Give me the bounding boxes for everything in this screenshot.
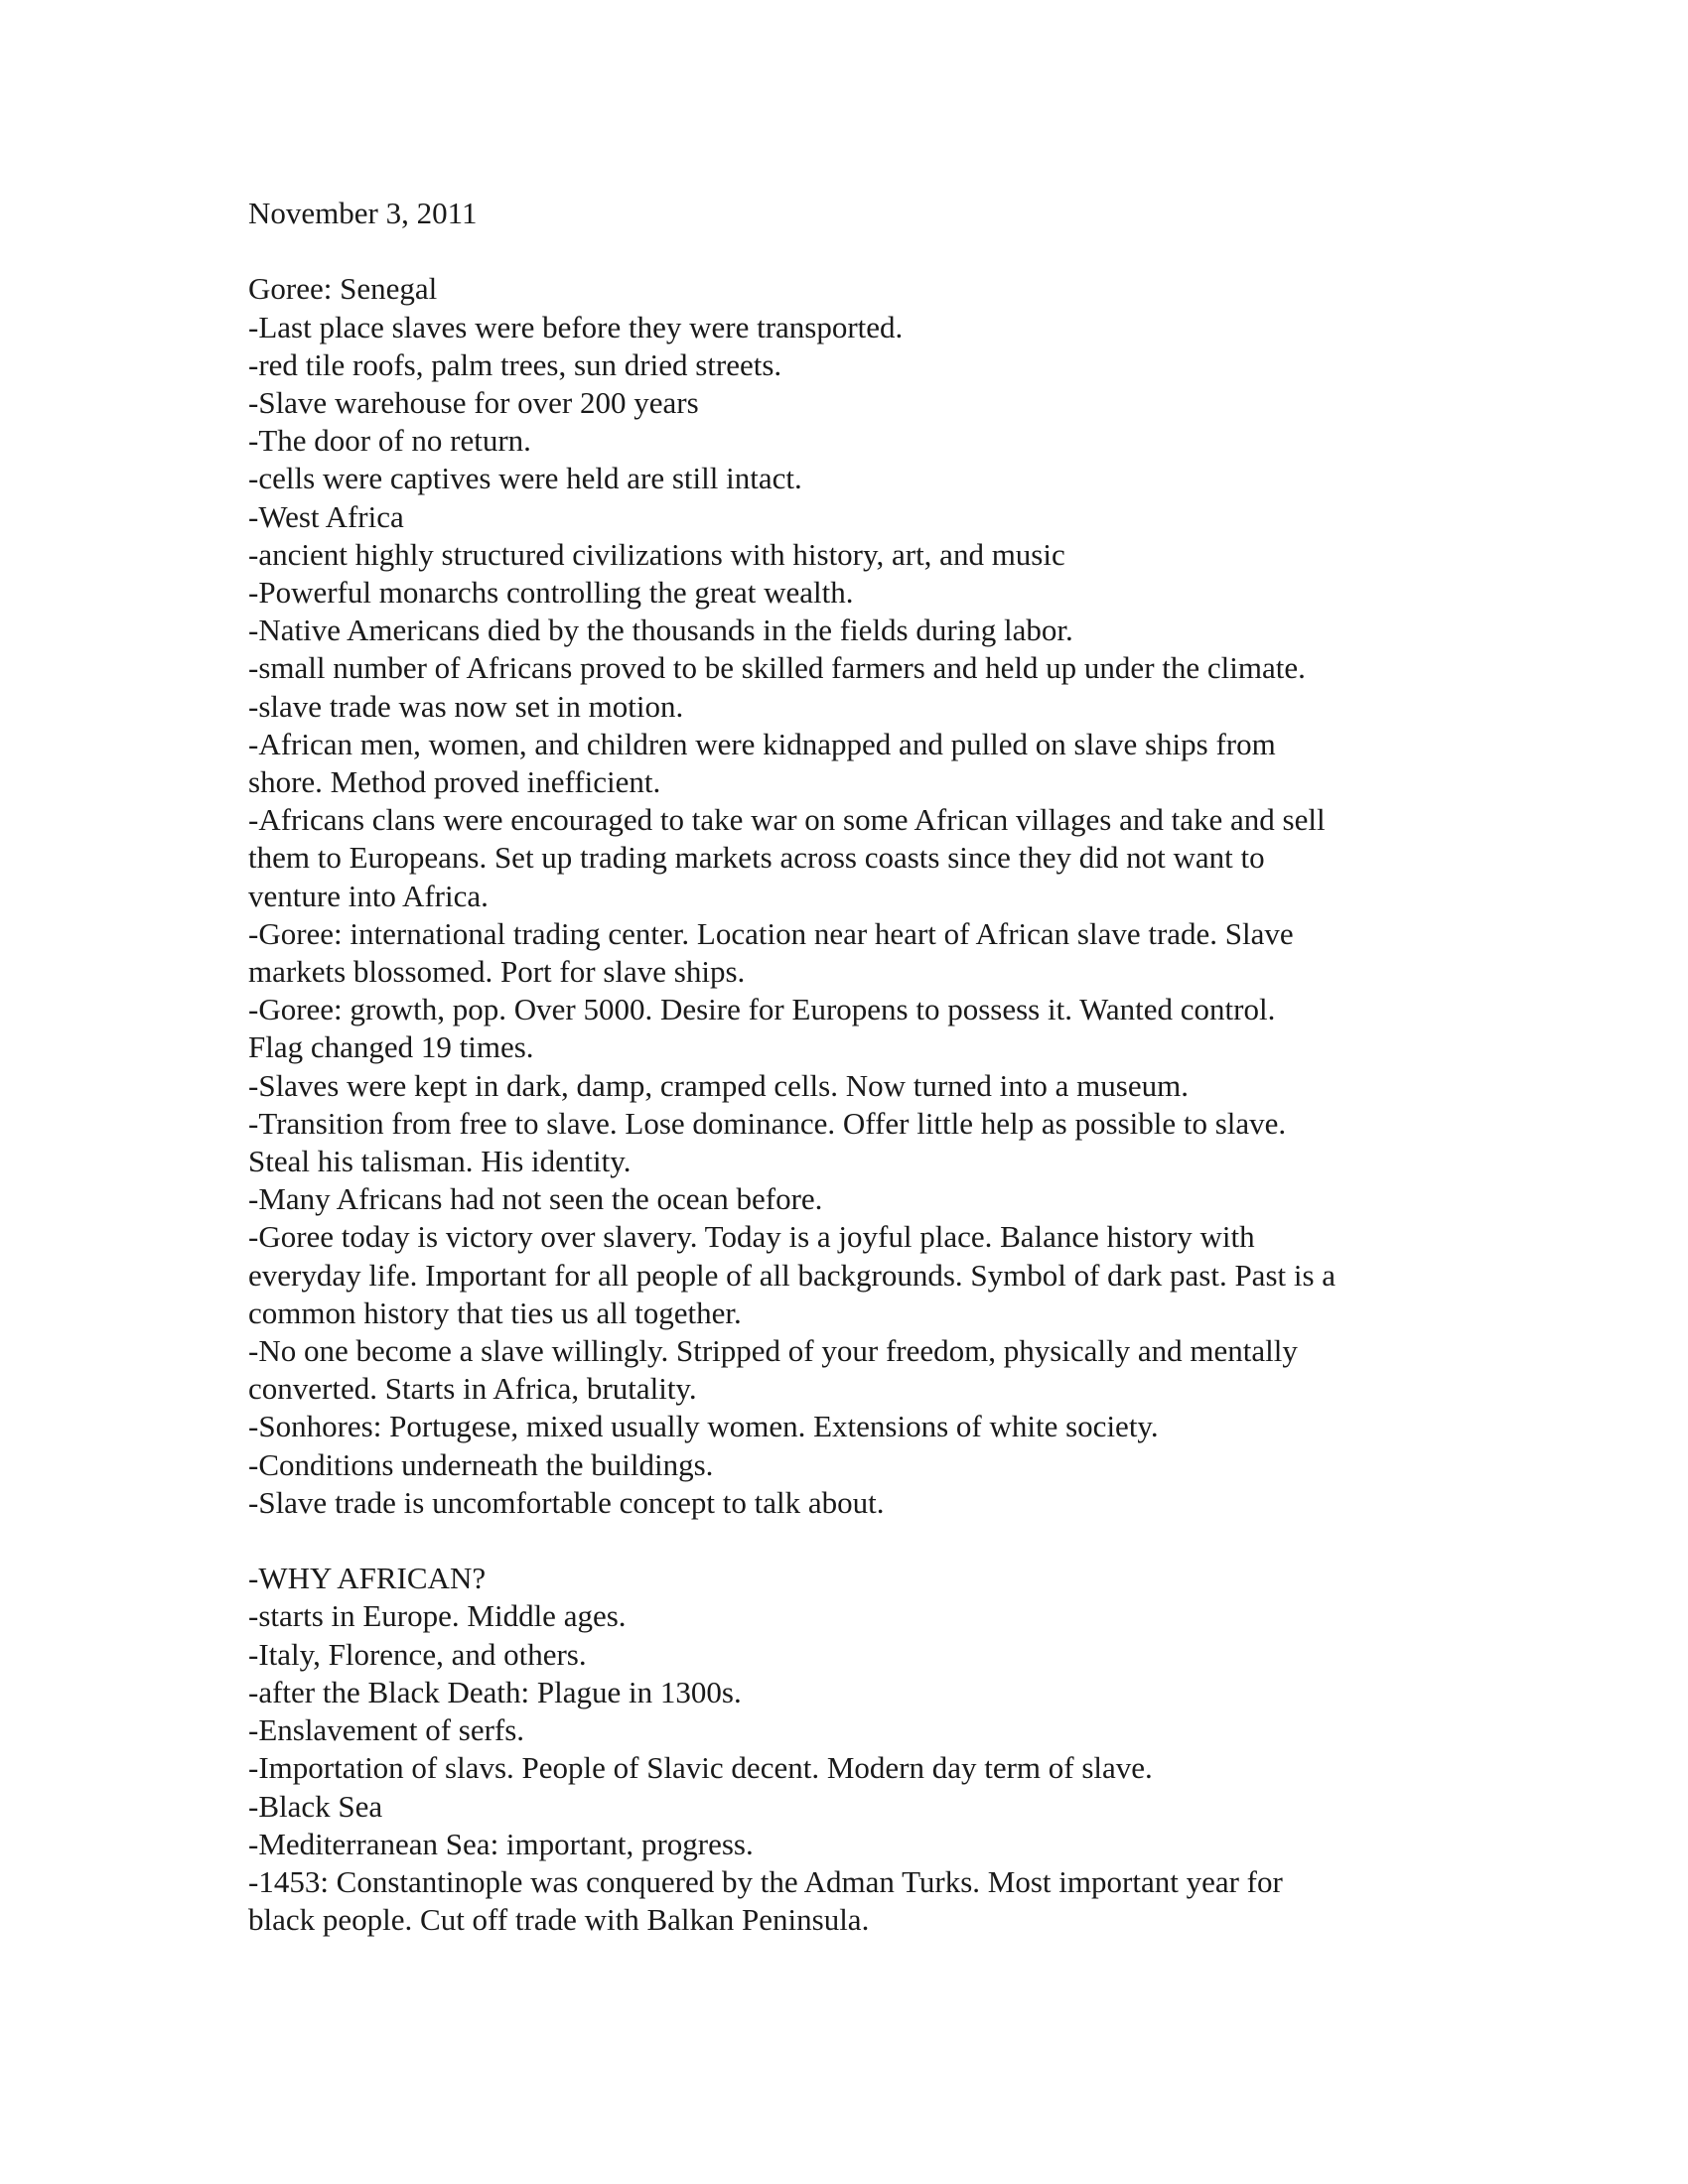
note-line: converted. Starts in Africa, brutality. [248,1371,697,1407]
section-heading-goree: Goree: Senegal [248,271,438,307]
note-line: black people. Cut off trade with Balkan Peninsula. [248,1902,870,1938]
note-line: -Africans clans were encouraged to take war on some African villages and take and sell [248,802,1326,838]
note-line: -1453: Constantinople was conquered by the Adman Turks. Most important year for [248,1863,1283,1899]
note-line: -red tile roofs, palm trees, sun dried streets. [248,346,782,382]
section-goree-notes [248,309,1460,1523]
note-line: -Goree: international trading center. Location near heart of African slave trade. Slave [248,915,1294,951]
note-line: -Mediterranean Sea: important, progress. [248,1826,754,1861]
note-line: -The door of no return. [248,423,531,459]
document-body [248,195,1460,1939]
note-line: -African men, women, and children were kidnapped and pulled on slave ships from [248,726,1276,761]
note-line: -Native Americans died by the thousands in the fields during labor. [248,613,1073,648]
section-heading-why-african: -WHY AFRICAN? [248,1561,487,1596]
note-line: -Slave warehouse for over 200 years [248,385,699,420]
note-line: -West Africa [248,498,404,534]
note-line: -Slave trade is uncomfortable concept to talk about. [248,1484,885,1520]
note-line: -Sonhores: Portugese, mixed usually women. Extensions of white society. [248,1409,1159,1444]
note-line: -Importation of slavs. People of Slavic decent. Modern day term of slave. [248,1750,1153,1786]
note-line: -after the Black Death: Plague in 1300s. [248,1674,742,1709]
note-line: -Last place slaves were before they were transported. [248,309,904,344]
note-line: common history that ties us all together. [248,1295,742,1330]
note-line: -Powerful monarchs controlling the great wealth. [248,575,854,611]
note-line: Flag changed 19 times. [248,1029,534,1065]
note-line: -Italy, Florence, and others. [248,1636,587,1672]
note-line: -Enslavement of serfs. [248,1712,525,1748]
note-line: venture into Africa. [248,878,489,913]
note-line: -Many Africans had not seen the ocean before. [248,1181,823,1217]
note-line: them to Europeans. Set up trading markets across coasts since they did not want to [248,840,1265,876]
note-line: -small number of Africans proved to be skilled farmers and held up under the climate. [248,650,1306,686]
section-why-african-notes [248,1597,1460,1939]
note-line: -Goree today is victory over slavery. Today is a joyful place. Balance history with [248,1219,1255,1255]
note-line: -Goree: growth, pop. Over 5000. Desire for Europens to possess it. Wanted control. [248,992,1276,1027]
note-line: shore. Method proved inefficient. [248,764,661,800]
note-line: Steal his talisman. His identity. [248,1144,632,1179]
document-date: November 3, 2011 [248,196,478,230]
note-line: everyday life. Important for all people of all backgrounds. Symbol of dark past. Past is a [248,1257,1336,1293]
spacer [248,1522,1460,1560]
spacer [248,232,1460,270]
note-line: -cells were captives were held are still intact. [248,461,802,496]
note-line: -slave trade was now set in motion. [248,688,684,724]
note-line: -Transition from free to slave. Lose dominance. Offer little help as possible to slave. [248,1105,1287,1141]
note-line: markets blossomed. Port for slave ships. [248,954,746,990]
note-line: -Slaves were kept in dark, damp, cramped cells. Now turned into a museum. [248,1067,1189,1103]
note-line: -No one become a slave willingly. Stripped of your freedom, physically and mentally [248,1333,1298,1369]
note-line: -Conditions underneath the buildings. [248,1446,714,1482]
note-line: -Black Sea [248,1788,383,1824]
note-line: -ancient highly structured civilizations with history, art, and music [248,536,1065,572]
note-line: -starts in Europe. Middle ages. [248,1598,627,1634]
